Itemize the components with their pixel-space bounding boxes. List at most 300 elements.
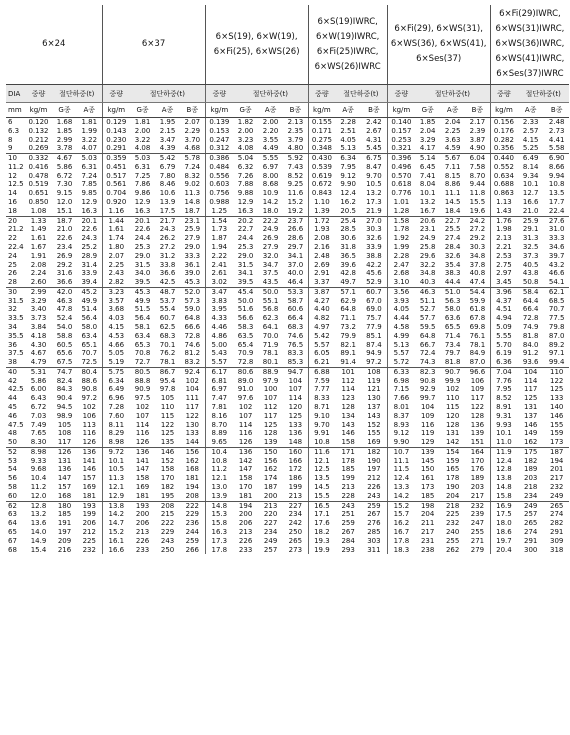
value-cell: 25.9 bbox=[522, 216, 539, 225]
value-cell: 1.95 bbox=[159, 118, 176, 126]
diameter-cell: 24 bbox=[8, 251, 17, 260]
value-cell: 0.988 bbox=[209, 198, 230, 207]
value-cell: 8.37 bbox=[393, 411, 410, 420]
value-cell: 0.556 bbox=[209, 171, 230, 180]
value-cell: 55.4 bbox=[159, 305, 176, 314]
value-cell: 6.49 bbox=[522, 154, 539, 163]
value-cell: 0.247 bbox=[209, 135, 230, 144]
value-cell: 5.42 bbox=[159, 154, 176, 163]
value-cell: 42.2 bbox=[361, 261, 387, 270]
value-cell: 185 bbox=[341, 465, 355, 474]
value-cell: 8.91 bbox=[496, 403, 512, 411]
value-cell: 190 bbox=[361, 457, 387, 466]
value-cell: 9.90 bbox=[387, 438, 415, 447]
value-cell: 7.76 bbox=[496, 376, 512, 385]
value-cell: 158 bbox=[160, 465, 175, 474]
value-cell: 0.356 bbox=[490, 144, 517, 153]
value-cell: 0.688 bbox=[493, 180, 514, 189]
value-cell: 125 bbox=[524, 394, 538, 403]
diameter-cell: 9 bbox=[6, 144, 25, 153]
value-cell: 9.33 bbox=[30, 456, 47, 465]
value-cell: 72.8 bbox=[180, 332, 205, 341]
value-cell: 2.99 bbox=[30, 287, 47, 296]
diameter-cell: 6 bbox=[8, 118, 13, 126]
value-cell: 9.65 bbox=[205, 438, 233, 447]
value-cell: 18.0 bbox=[496, 519, 512, 528]
value-cell: 57.7 bbox=[419, 314, 436, 323]
diameter-cell: 8 bbox=[8, 135, 13, 144]
value-cell: 168 bbox=[180, 465, 205, 474]
value-cell: 94.9 bbox=[361, 349, 387, 358]
value-cell: 9.12 bbox=[340, 171, 356, 180]
diameter-cell: 62 bbox=[8, 501, 17, 510]
value-cell: 4.15 bbox=[522, 135, 539, 144]
value-cell: 46.3 bbox=[419, 287, 436, 296]
value-cell: 97.1 bbox=[548, 349, 565, 358]
value-cell: 84.0 bbox=[522, 340, 539, 349]
value-cell: 172 bbox=[283, 465, 308, 474]
value-cell: 79.7 bbox=[444, 349, 461, 358]
group-header-6xs19-fiber-core: 6×S(19), 6×W(19), 6×Fi(25), 6×WS(26) bbox=[205, 5, 308, 85]
value-cell: 5.57 bbox=[393, 349, 410, 358]
value-cell: 65.1 bbox=[77, 341, 102, 350]
value-cell: 48.7 bbox=[159, 287, 176, 296]
value-cell: 13.6 bbox=[30, 519, 47, 528]
value-cell: 37.3 bbox=[522, 251, 539, 260]
value-cell: 83.3 bbox=[283, 349, 308, 358]
value-cell: 16.7 bbox=[415, 207, 440, 216]
value-cell: 93.6 bbox=[517, 358, 544, 367]
value-cell: 33.8 bbox=[159, 260, 176, 269]
value-cell: 199 bbox=[283, 483, 308, 492]
value-cell: 1.87 bbox=[211, 234, 228, 243]
col-header-breaking-load: 절단하중(t) bbox=[335, 85, 387, 103]
value-cell: 7.65 bbox=[30, 429, 47, 438]
value-cell: 10.8 bbox=[308, 438, 335, 447]
value-cell: 4.41 bbox=[548, 135, 565, 144]
value-cell: 267 bbox=[361, 510, 387, 519]
value-cell: 44.4 bbox=[440, 278, 465, 287]
table-row bbox=[6, 492, 569, 501]
value-cell: 12.0 bbox=[56, 198, 73, 207]
value-cell: 199 bbox=[77, 510, 102, 519]
value-cell: 102 bbox=[238, 403, 253, 411]
value-cell: 122 bbox=[550, 376, 564, 385]
value-cell: 94.5 bbox=[56, 403, 73, 411]
value-cell: 109 bbox=[465, 385, 490, 394]
value-cell: 274 bbox=[550, 510, 564, 519]
value-cell: 36.5 bbox=[340, 251, 356, 260]
value-cell: 71.1 bbox=[340, 314, 356, 323]
value-cell: 243 bbox=[361, 492, 387, 501]
value-cell: 169 bbox=[361, 438, 387, 447]
value-cell: 229 bbox=[160, 527, 175, 536]
value-cell: 5.13 bbox=[335, 144, 361, 153]
value-cell: 239 bbox=[465, 510, 490, 519]
value-cell: 98.9 bbox=[56, 411, 73, 420]
value-cell: 4.05 bbox=[340, 135, 356, 144]
value-cell: 3.70 bbox=[180, 136, 205, 145]
value-cell: 6.72 bbox=[30, 403, 47, 411]
value-cell: 19.9 bbox=[314, 545, 330, 554]
value-cell: 114 bbox=[283, 394, 308, 403]
value-cell: 74.6 bbox=[283, 332, 308, 341]
value-cell: 8.98 bbox=[30, 447, 47, 456]
value-cell: 72.7 bbox=[130, 358, 155, 367]
value-cell: 0.156 bbox=[493, 118, 514, 126]
value-cell: 0.386 bbox=[209, 154, 230, 163]
value-cell: 34.6 bbox=[548, 242, 565, 251]
value-cell: 139 bbox=[258, 438, 283, 447]
value-cell: 162 bbox=[517, 438, 544, 447]
value-cell: 9.70 bbox=[361, 172, 387, 181]
value-cell: 128 bbox=[341, 403, 355, 411]
value-cell: 1.99 bbox=[77, 127, 102, 136]
value-cell: 2.91 bbox=[314, 269, 330, 278]
value-cell: 29.1 bbox=[522, 225, 539, 234]
table-row bbox=[6, 483, 569, 492]
value-cell: 2.29 bbox=[180, 127, 205, 136]
value-cell: 40.0 bbox=[283, 269, 308, 278]
value-cell: 130 bbox=[180, 421, 205, 430]
value-cell: 262 bbox=[445, 545, 460, 554]
value-cell: 117 bbox=[180, 403, 205, 412]
diameter-cell: 28 bbox=[6, 278, 25, 287]
value-cell: 4.53 bbox=[108, 331, 125, 340]
value-cell: 76.2 bbox=[159, 349, 176, 358]
value-cell: 3.40 bbox=[30, 305, 47, 314]
value-cell: 22.6 bbox=[56, 234, 73, 243]
value-cell: 50.0 bbox=[262, 287, 279, 296]
value-cell: 255 bbox=[445, 536, 460, 545]
table-row bbox=[6, 332, 569, 341]
value-cell: 31.3 bbox=[522, 234, 539, 243]
value-cell: 32.6 bbox=[361, 234, 387, 243]
value-cell: 226 bbox=[238, 536, 253, 545]
value-cell: 1.73 bbox=[211, 225, 228, 234]
value-cell: 149 bbox=[524, 429, 538, 438]
value-cell: 7.81 bbox=[211, 403, 228, 411]
value-cell: 3.45 bbox=[490, 278, 517, 287]
value-cell: 6.98 bbox=[393, 376, 410, 385]
value-cell: 2.69 bbox=[314, 260, 330, 269]
value-cell: 66.4 bbox=[283, 314, 308, 323]
value-cell: 15.4 bbox=[30, 545, 47, 554]
value-cell: 11.8 bbox=[465, 189, 490, 198]
unit-kg-per-m: kg/m bbox=[490, 103, 517, 118]
value-cell: 182 bbox=[361, 447, 387, 456]
unit-kg-per-m: kg/m bbox=[205, 103, 233, 118]
value-cell: 126 bbox=[77, 438, 102, 447]
value-cell: 193 bbox=[77, 501, 102, 510]
value-cell: 2.41 bbox=[211, 260, 228, 269]
grade-b: B종 bbox=[465, 103, 490, 118]
value-cell: 198 bbox=[420, 501, 435, 510]
value-cell: 91.2 bbox=[522, 349, 539, 358]
value-cell: 9.12 bbox=[393, 429, 410, 438]
value-cell: 10.5 bbox=[108, 465, 125, 474]
value-cell: 193 bbox=[135, 501, 150, 510]
diameter-cell: 26 bbox=[8, 269, 17, 278]
value-cell: 32.5 bbox=[522, 242, 539, 251]
value-cell: 234 bbox=[283, 510, 308, 519]
value-cell: 74.3 bbox=[415, 358, 440, 367]
diameter-cell: 42.5 bbox=[8, 385, 24, 394]
value-cell: 203 bbox=[524, 474, 538, 483]
value-cell: 70.9 bbox=[237, 349, 254, 358]
value-cell: 112 bbox=[263, 403, 278, 411]
value-cell: 2.21 bbox=[496, 242, 512, 251]
diameter-cell: 25 bbox=[8, 260, 17, 269]
value-cell: 58.7 bbox=[283, 297, 308, 306]
value-cell: 29.0 bbox=[237, 251, 254, 260]
value-cell: 21.7 bbox=[159, 216, 176, 225]
value-cell: 27.4 bbox=[444, 234, 461, 243]
value-cell: 81.8 bbox=[522, 331, 539, 340]
value-cell: 8.71 bbox=[314, 403, 330, 411]
value-cell: 209 bbox=[57, 536, 72, 545]
value-cell: 26.2 bbox=[159, 234, 176, 243]
value-cell: 2.75 bbox=[496, 260, 512, 269]
diameter-cell: 48 bbox=[8, 429, 17, 438]
value-cell: 26.9 bbox=[262, 234, 279, 243]
value-cell: 78.1 bbox=[465, 341, 490, 350]
value-cell: 226 bbox=[361, 483, 387, 492]
grade-g: G종 bbox=[130, 103, 155, 118]
value-cell: 25.8 bbox=[419, 242, 436, 251]
value-cell: 147 bbox=[57, 474, 72, 483]
value-cell: 16.3 bbox=[233, 207, 258, 216]
value-cell: 141 bbox=[135, 456, 150, 465]
value-cell: 143 bbox=[361, 412, 387, 421]
value-cell: 6.96 bbox=[108, 394, 125, 403]
value-cell: 32.6 bbox=[444, 251, 461, 260]
value-cell: 62.5 bbox=[159, 322, 176, 331]
value-cell: 57.1 bbox=[340, 287, 356, 296]
value-cell: 3.47 bbox=[159, 135, 176, 144]
value-cell: 99.4 bbox=[544, 358, 569, 367]
value-cell: 11.3 bbox=[108, 474, 125, 483]
value-cell: 88.9 bbox=[262, 367, 279, 376]
value-cell: 25.9 bbox=[180, 225, 205, 234]
value-cell: 156 bbox=[180, 447, 205, 456]
value-cell: 0.776 bbox=[391, 189, 412, 198]
value-cell: 128 bbox=[465, 412, 490, 421]
value-cell: 5.19 bbox=[102, 358, 130, 367]
value-cell: 8.52 bbox=[496, 394, 512, 403]
value-cell: 82.3 bbox=[419, 367, 436, 376]
value-cell: 1.85 bbox=[56, 126, 73, 135]
value-cell: 146 bbox=[77, 465, 102, 474]
value-cell: 58.1 bbox=[134, 322, 151, 331]
value-cell: 139 bbox=[420, 447, 435, 456]
value-cell: 16.3 bbox=[130, 207, 155, 216]
value-cell: 4.97 bbox=[314, 322, 330, 331]
col-header-dia: DIA bbox=[6, 85, 25, 103]
value-cell: 89.1 bbox=[340, 349, 356, 358]
value-cell: 57.3 bbox=[180, 297, 205, 306]
value-cell: 0.212 bbox=[28, 135, 49, 144]
value-cell: 0.552 bbox=[493, 162, 514, 171]
group-header-6xs19-iwrc: 6×S(19)IWRC, 6×W(19)IWRC, 6×Fi(25)IWRC, 6×WS(26)IWRC bbox=[308, 5, 387, 85]
value-cell: 141 bbox=[77, 457, 102, 466]
value-cell: 0.120 bbox=[28, 118, 49, 126]
value-cell: 60.7 bbox=[159, 314, 176, 323]
value-cell: 4.82 bbox=[314, 314, 330, 323]
value-cell: 23.7 bbox=[283, 216, 308, 225]
diameter-cell: 56 bbox=[8, 474, 17, 483]
value-cell: 170 bbox=[465, 457, 490, 466]
value-cell: 7.66 bbox=[393, 394, 410, 403]
value-cell: 3.63 bbox=[444, 135, 461, 144]
value-cell: 242 bbox=[283, 519, 308, 528]
value-cell: 10.9 bbox=[262, 189, 279, 198]
table-row bbox=[6, 278, 569, 287]
value-cell: 63.6 bbox=[444, 314, 461, 323]
value-cell: 80.5 bbox=[134, 367, 151, 376]
value-cell: 108 bbox=[57, 429, 72, 438]
value-cell: 6.45 bbox=[419, 162, 436, 171]
value-cell: 68.3 bbox=[159, 331, 176, 340]
value-cell: 19.6 bbox=[465, 207, 490, 216]
value-cell: 3.57 bbox=[108, 296, 125, 305]
value-cell: 4.94 bbox=[496, 314, 512, 323]
value-cell: 4.59 bbox=[440, 144, 465, 153]
value-cell: 117 bbox=[465, 394, 490, 403]
col-header-weight: 중량 bbox=[205, 85, 233, 103]
value-cell: 31.5 bbox=[134, 260, 151, 269]
value-cell: 228 bbox=[335, 492, 361, 501]
value-cell: 49.7 bbox=[335, 278, 361, 287]
value-cell: 117 bbox=[52, 438, 77, 447]
value-cell: 12.8 bbox=[496, 465, 512, 474]
value-cell: 203 bbox=[465, 483, 490, 492]
value-cell: 4.15 bbox=[108, 322, 125, 331]
value-cell: 0.430 bbox=[311, 154, 332, 163]
value-cell: 70.8 bbox=[134, 349, 151, 358]
value-cell: 87.0 bbox=[465, 358, 490, 367]
value-cell: 2.24 bbox=[30, 269, 47, 278]
value-cell: 27.2 bbox=[159, 242, 176, 251]
value-cell: 117 bbox=[524, 385, 538, 394]
value-cell: 51.4 bbox=[77, 305, 102, 314]
value-cell: 31.8 bbox=[340, 242, 356, 251]
value-cell: 133 bbox=[180, 429, 205, 438]
value-cell: 143 bbox=[341, 420, 355, 429]
value-cell: 8.98 bbox=[102, 438, 130, 447]
value-cell: 238 bbox=[420, 545, 435, 554]
value-cell: 12.9 bbox=[134, 198, 151, 207]
value-cell: 1.81 bbox=[77, 118, 102, 127]
value-cell: 257 bbox=[524, 510, 538, 519]
value-cell: 7.11 bbox=[444, 162, 461, 171]
value-cell: 232 bbox=[550, 483, 564, 492]
value-cell: 8.68 bbox=[262, 180, 279, 189]
value-cell: 69.8 bbox=[465, 323, 490, 332]
value-cell: 5.72 bbox=[387, 358, 415, 367]
value-cell: 130 bbox=[361, 394, 387, 403]
value-cell: 97.2 bbox=[361, 358, 387, 367]
value-cell: 5.05 bbox=[108, 349, 125, 358]
value-cell: 291 bbox=[550, 527, 564, 536]
diameter-cell: 30 bbox=[8, 287, 17, 296]
value-cell: 54.4 bbox=[465, 287, 490, 296]
diameter-cell: 50 bbox=[6, 438, 25, 447]
value-cell: 72.8 bbox=[522, 314, 539, 323]
value-cell: 1.58 bbox=[393, 216, 410, 225]
value-cell: 1.13 bbox=[496, 198, 512, 207]
value-cell: 28.4 bbox=[444, 242, 461, 251]
value-cell: 38.8 bbox=[361, 252, 387, 261]
value-cell: 212 bbox=[361, 474, 387, 483]
value-cell: 164 bbox=[465, 447, 490, 456]
value-cell: 6.97 bbox=[262, 162, 279, 171]
table-row bbox=[6, 252, 569, 261]
value-cell: 6.79 bbox=[159, 162, 176, 171]
value-cell: 4.51 bbox=[496, 305, 512, 314]
value-cell: 3.47 bbox=[211, 287, 228, 296]
value-cell: 85.3 bbox=[283, 358, 308, 367]
value-cell: 5.03 bbox=[77, 154, 102, 163]
value-cell: 46.3 bbox=[56, 296, 73, 305]
value-cell: 3.29 bbox=[30, 296, 47, 305]
value-cell: 35.4 bbox=[444, 260, 461, 269]
table-row bbox=[6, 421, 569, 430]
value-cell: 2.82 bbox=[102, 278, 130, 287]
value-cell: 26.6 bbox=[283, 225, 308, 234]
value-cell: 117 bbox=[263, 411, 278, 420]
diameter-cell: 18 bbox=[6, 207, 25, 216]
diameter-cell: 11.2 bbox=[8, 162, 24, 171]
value-cell: 1.49 bbox=[30, 225, 47, 234]
value-cell: 32.2 bbox=[419, 260, 436, 269]
value-cell: 213 bbox=[135, 527, 150, 536]
value-cell: 1.43 bbox=[490, 207, 517, 216]
value-cell: 3.96 bbox=[496, 287, 512, 296]
value-cell: 42.5 bbox=[155, 278, 180, 287]
value-cell: 0.269 bbox=[25, 144, 52, 153]
value-cell: 3.22 bbox=[134, 135, 151, 144]
value-cell: 1.78 bbox=[393, 225, 410, 234]
value-cell: 2.48 bbox=[314, 251, 330, 260]
value-cell: 88.8 bbox=[134, 376, 151, 385]
value-cell: 64.8 bbox=[340, 305, 356, 314]
value-cell: 3.95 bbox=[211, 305, 228, 314]
value-cell: 7.58 bbox=[465, 163, 490, 172]
value-cell: 1.99 bbox=[393, 242, 410, 251]
value-cell: 2.04 bbox=[419, 126, 436, 135]
value-cell: 119 bbox=[420, 429, 435, 438]
value-cell: 7.03 bbox=[30, 411, 47, 420]
value-cell: 122 bbox=[180, 412, 205, 421]
value-cell: 0.332 bbox=[28, 154, 49, 163]
value-cell: 20.5 bbox=[335, 207, 361, 216]
value-cell: 2.33 bbox=[522, 118, 539, 126]
value-cell: 178 bbox=[341, 456, 355, 465]
value-cell: 107 bbox=[283, 385, 308, 394]
table-row bbox=[6, 341, 569, 350]
value-cell: 152 bbox=[361, 421, 387, 430]
value-cell: 154 bbox=[445, 447, 460, 456]
value-cell: 31.0 bbox=[548, 225, 565, 234]
diameter-cell: 6.3 bbox=[8, 126, 20, 135]
value-cell: 72.5 bbox=[77, 358, 102, 367]
value-cell: 0.570 bbox=[391, 171, 412, 180]
value-cell: 102 bbox=[77, 403, 102, 412]
value-cell: 74.6 bbox=[180, 341, 205, 350]
value-cell: 1.93 bbox=[314, 225, 330, 234]
value-cell: 1.61 bbox=[108, 225, 125, 234]
